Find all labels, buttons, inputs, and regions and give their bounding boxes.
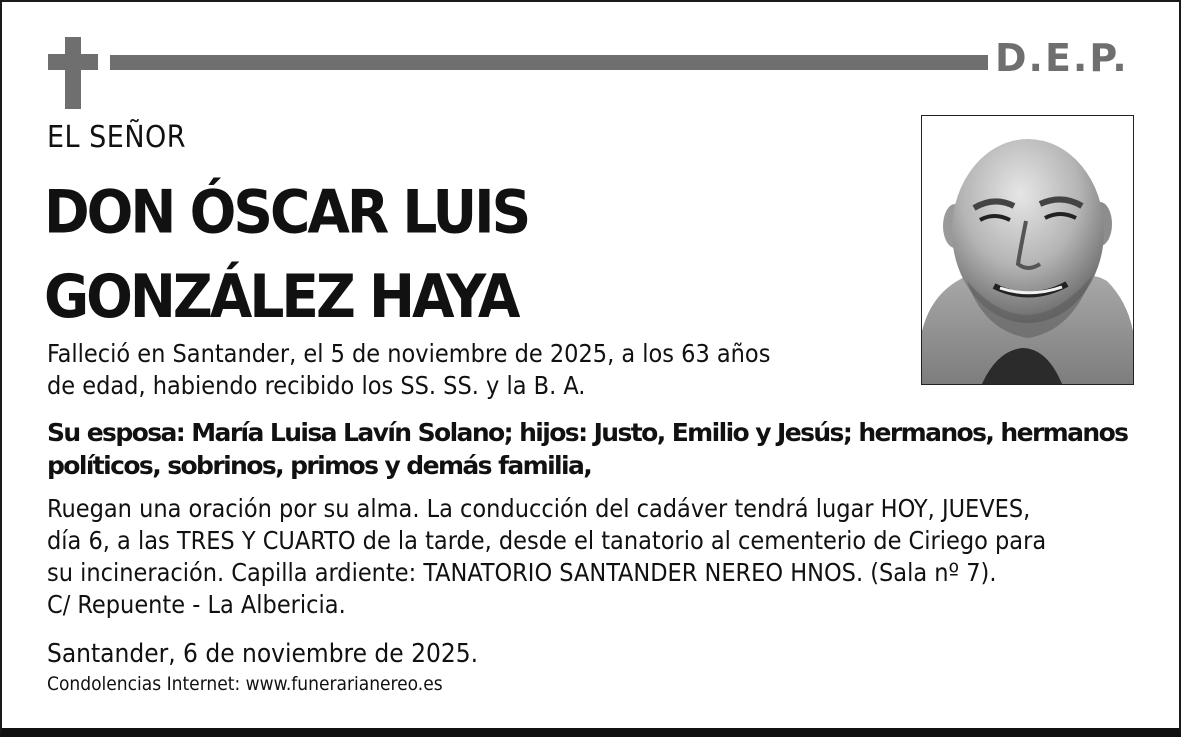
service-line: día 6, a las TRES Y CUARTO de la tarde, desde el tanatorio al cementerio de Ciriego para xyxy=(47,526,1047,555)
portrait-photo xyxy=(921,115,1134,385)
death-details xyxy=(47,338,867,402)
deceased-name xyxy=(44,170,528,338)
condolences-web: Condolencias Internet: www.funerarianereo.es xyxy=(47,673,443,695)
family-line: Su esposa: María Luisa Lavín Solano; hijos: Justo, Emilio y Jesús; hermanos, hermanos xyxy=(47,418,1128,447)
family-line: políticos, sobrinos, primos y demás familia, xyxy=(47,451,592,480)
service-line: Ruegan una oración por su alma. La conducción del cadáver tendrá lugar HOY, JUEVES, xyxy=(47,494,1031,523)
service-line: su incineración. Capilla ardiente: TANATORIO SANTANDER NEREO HNOS. (Sala nº 7). xyxy=(47,558,997,587)
death-line: Falleció en Santander, el 5 de noviembre de 2025, a los 63 años xyxy=(47,339,771,368)
service-details xyxy=(47,493,1157,621)
name-line: GONZÁLEZ HAYA xyxy=(44,261,518,331)
name-line: DON ÓSCAR LUIS xyxy=(44,177,529,247)
death-line: de edad, habiendo recibido los SS. SS. y la B. A. xyxy=(47,371,586,400)
honorific: EL SEÑOR xyxy=(47,120,187,155)
dep-mark: D.E.P. xyxy=(995,36,1129,80)
service-line: C/ Repuente - La Albericia. xyxy=(47,590,346,619)
family-list xyxy=(47,416,1157,482)
dateline: Santander, 6 de noviembre de 2025. xyxy=(47,639,479,669)
header-rule xyxy=(110,55,988,70)
cross-icon xyxy=(48,37,98,109)
